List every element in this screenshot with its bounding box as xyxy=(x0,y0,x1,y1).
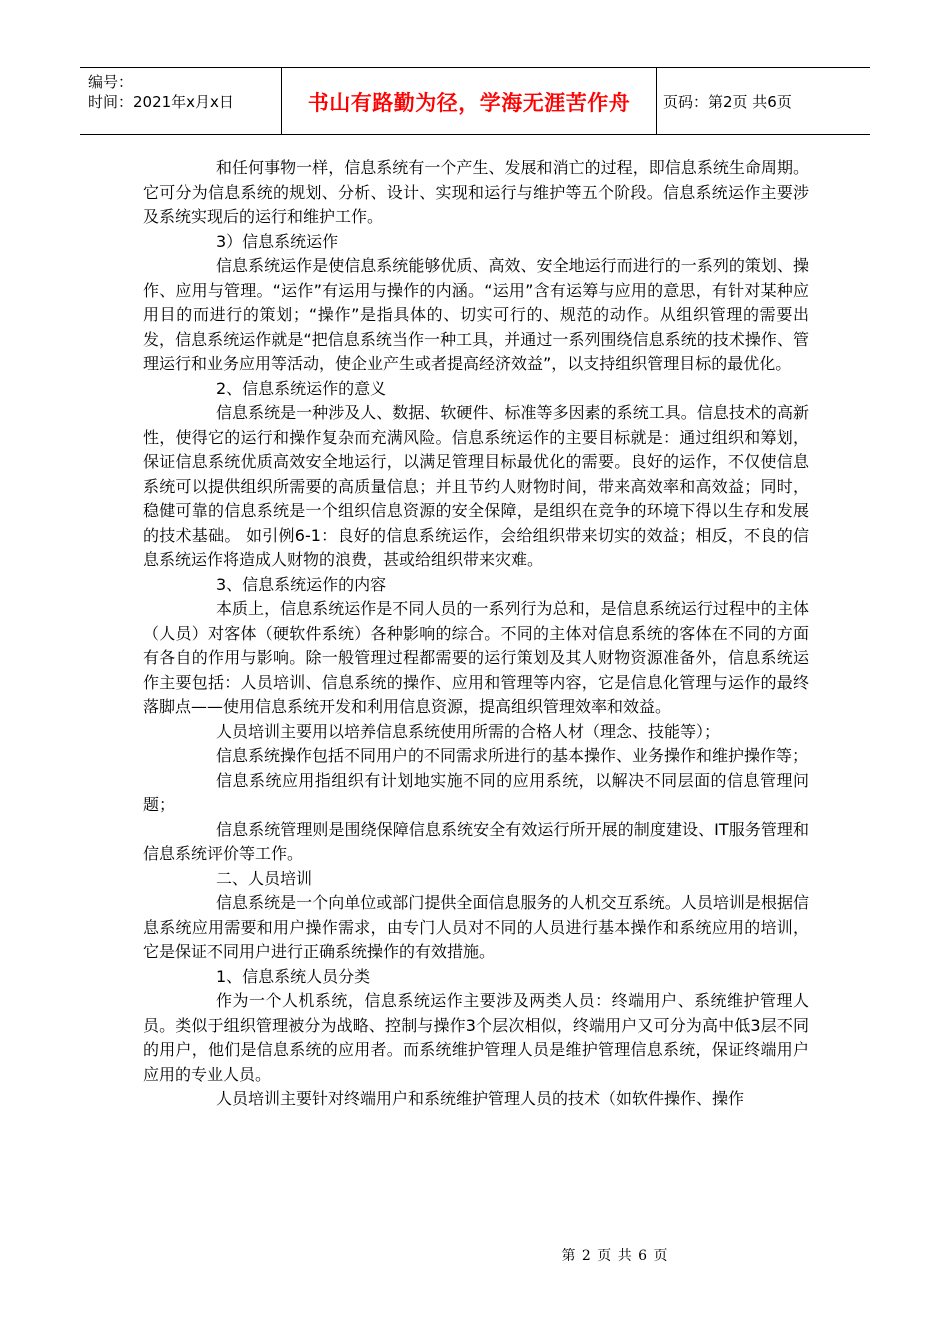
header-motto-cell xyxy=(282,68,657,134)
paragraph: 信息系统应用指组织有计划地实施不同的应用系统，以解决不同层面的信息管理问题； xyxy=(143,770,809,814)
section-heading: 1、信息系统人员分类 xyxy=(216,966,371,986)
section-heading: 2、信息系统运作的意义 xyxy=(216,378,387,398)
section-heading: 3）信息系统运作 xyxy=(216,231,339,251)
header-page-cell xyxy=(657,68,870,134)
paragraph: 和任何事物一样，信息系统有一个产生、发展和消亡的过程，即信息系统生命周期。它可分为信息系统的规划、分析、设计、实现和运行与维护等五个阶段。信息系统运作主要涉及系统实现后的运行和维护工作。 xyxy=(143,158,809,226)
paragraph: 信息系统管理则是围绕保障信息系统安全有效运行所开展的制度建设、IT服务管理和信息系统评价等工作。 xyxy=(143,819,809,863)
paragraph: 作为一个人机系统，信息系统运作主要涉及两类人员：终端用户、系统维护管理人员。类似于组织管理被分为战略、控制与操作3个层次相似，终端用户又可分为高中低3层不同的用户，他们是信息系统的应用者。而系统维护管理人员是维护管理信息系统，保证终端用户应用的专业人员。 xyxy=(143,991,809,1084)
header-page-info: 页码：第2页 共6页 xyxy=(663,92,792,111)
paragraph: 信息系统运作是使信息系统能够优质、高效、安全地运行而进行的一系列的策划、操作、应用与管理。“运作”有运用与操作的内涵。“运用”含有运筹与应用的意思，有针对某种应用目的而进行的策划；“操作”是指具体的、切实可行的、规范的动作。从组织管理的需要出发，信息系统运作就是“把信息系统当作一种工具，并通过一系列围绕信息系统的技术操作、管理运行和业务应用等活动，使企业产生或者提高经济效益”，以支持组织管理目标的最优化。 xyxy=(143,256,809,373)
paragraph: 信息系统是一种涉及人、数据、软硬件、标准等多因素的系统工具。信息技术的高新性，使得它的运行和操作复杂而充满风险。信息系统运作的主要目标就是：通过组织和筹划，保证信息系统优质高效安全地运行，以满足管理目标最优化的需要。良好的运作，不仅使信息系统可以提供组织所需要的高质量信息；并且节约人财物时间，带来高效率和高效益；同时，稳健可靠的信息系统是一个组织信息资源的安全保障，是组织在竞争的环境下得以生存和发展的技术基础。 如引例6-1：良好的信息系统运作，会给组织带来切实的效益；相反，不良的信息系统运作将造成人财物的浪费，甚或给组织带来灾难。 xyxy=(143,403,809,569)
header-motto: 书山有路勤为径，学海无涯苦作舟 xyxy=(307,91,631,115)
paragraph: 信息系统是一个向单位或部门提供全面信息服务的人机交互系统。人员培训是根据信息系统应用需要和用户操作需求，由专门人员对不同的人员进行基本操作和系统应用的培训，它是保证不同用户进行正确系统操作的有效措施。 xyxy=(143,893,809,961)
document-body xyxy=(143,156,809,1112)
header-info-cell xyxy=(80,68,282,134)
section-heading: 3、信息系统运作的内容 xyxy=(216,574,387,594)
document-number-label: 编号： xyxy=(88,73,134,91)
paragraph: 本质上，信息系统运作是不同人员的一系列行为总和，是信息系统运行过程中的主体（人员）对客体（硬软件系统）各种影响的综合。不同的主体对信息系统的客体在不同的方面有各自的作用与影响。除一般管理过程都需要的运行策划及其人财物资源准备外，信息系统运作主要包括：人员培训、信息系统的操作、应用和管理等内容，它是信息化管理与运作的最终落脚点——使用信息系统开发和利用信息资源，提高组织管理效率和效益。 xyxy=(143,599,809,716)
page-header xyxy=(80,67,870,135)
section-heading: 二、人员培训 xyxy=(216,868,313,888)
paragraph: 人员培训主要用以培养信息系统使用所需的合格人材（理念、技能等）； xyxy=(216,721,721,741)
page-footer: 第 2 页 共 6 页 xyxy=(561,1248,669,1264)
paragraph: 信息系统操作包括不同用户的不同需求所进行的基本操作、业务操作和维护操作等； xyxy=(216,746,809,765)
document-time-label: 时间：2021年x月x日 xyxy=(88,93,234,111)
paragraph: 人员培训主要针对终端用户和系统维护管理人员的技术（如软件操作、操作 xyxy=(216,1089,745,1108)
